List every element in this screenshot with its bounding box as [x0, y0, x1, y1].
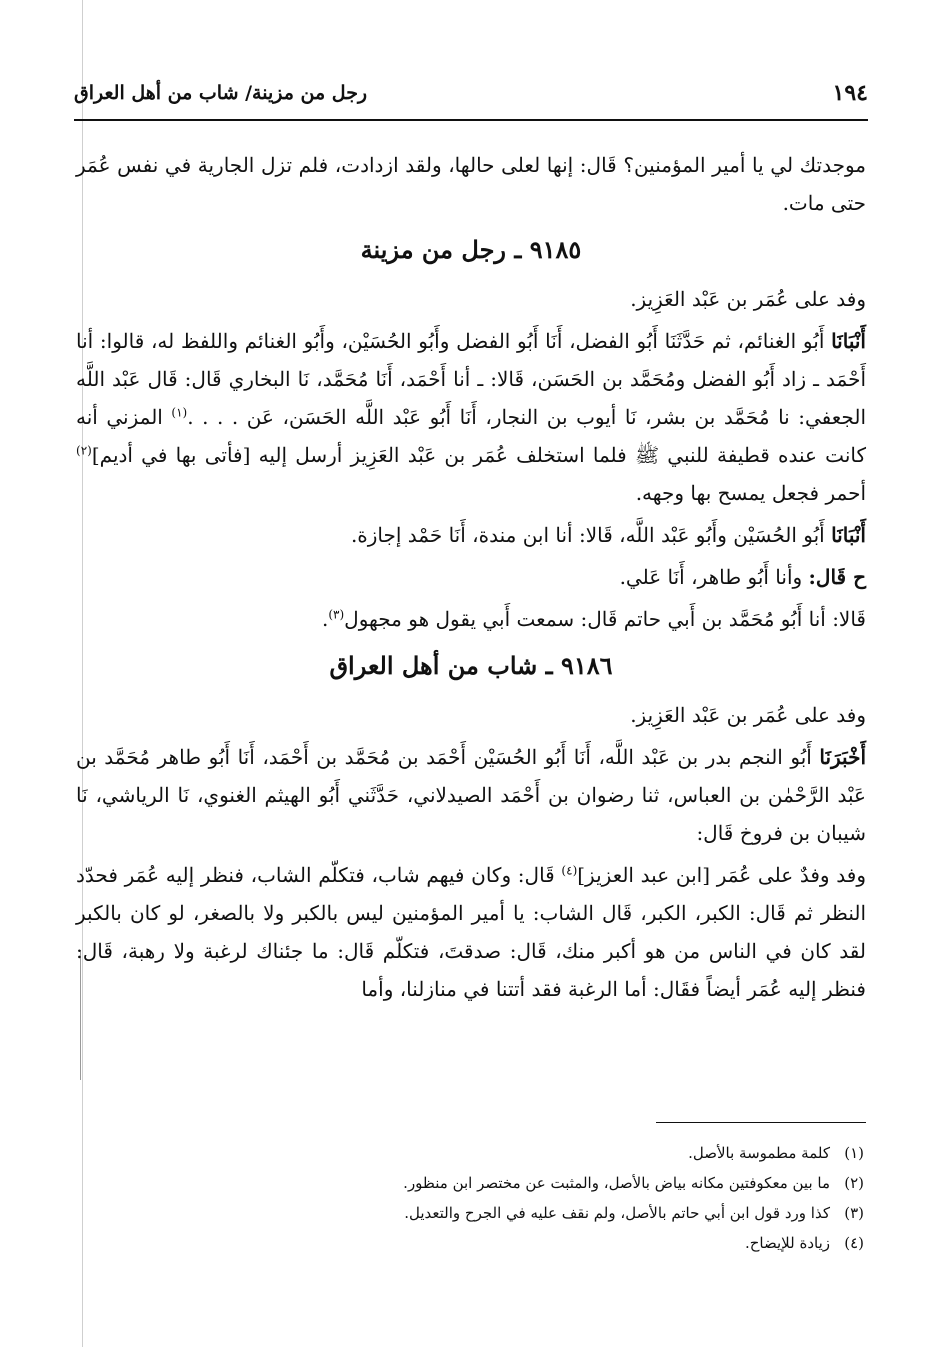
paragraph: وفد على عُمَر بن عَبْد العَزِيز. — [630, 703, 866, 727]
footnote-text: كلمة مطموسة بالأصل. — [688, 1144, 830, 1162]
paragraph — [76, 600, 866, 638]
text-run: وأنا أَبُو طاهر، أَنَا عَلي. — [619, 565, 809, 589]
running-title: رجل من مزينة/ شاب من أهل العراق — [74, 82, 368, 104]
isnad-lead: ح قَال: — [808, 565, 866, 589]
footnote — [120, 1228, 864, 1258]
paragraph-isnad — [76, 558, 866, 596]
footnote-text: ما بين معكوفتين مكانه بياض بالأصل، والمثبت عن مختصر ابن منظور. — [403, 1174, 830, 1192]
isnad-lead: أَخْبَرَنَا — [819, 745, 866, 769]
footnote — [120, 1198, 864, 1228]
footnote-text: زيادة للإيضاح. — [744, 1234, 830, 1252]
footnote — [120, 1138, 864, 1168]
paragraph — [76, 856, 866, 1008]
main-text — [76, 146, 866, 1012]
footnote-text: كذا ورد قول ابن أبي حاتم بالأصل، ولم نقف عليه في الجرح والتعديل. — [404, 1204, 830, 1222]
footnote-number: (٢) — [844, 1174, 864, 1192]
footnote — [120, 1168, 864, 1198]
paragraph-isnad — [76, 738, 866, 852]
section-heading-9185: ٩١٨٥ ـ رجل من مزينة — [360, 235, 582, 264]
text-run: أَبُو الغنائم، ثم حَدَّثَنَا أَبُو الفضل، أَنَا أَبُو الفضل وأَبُو الحُسَيْن، وأَبُو الغنائم واللفظ له، قالوا: أنا أَحْمَد ـ زاد أَبُو الفضل ومُحَمَّد بن الحَسَن، قَالا: ـ أنا أَحْمَد، أَنَا مُحَمَّد، نَا البخاري قَال: قَال عَبْد اللَّه الجعفي: نا مُحَمَّد بن بشر، نَا أيوب بن النجار، أَنَا أَبُو عَبْد اللَّه الحَسَن، عَن . . . . — [76, 329, 867, 429]
text-run: أحمر فجعل يمسح بها وجهه. — [635, 481, 866, 505]
text-run: أَبُو النجم بدر بن عَبْد اللَّه، أَنَا أَبُو الحُسَيْن أَحْمَد بن مُحَمَّد بن أَحْمَد، أَنَا أَبُو طاهر مُحَمَّد بن عَبْد الرَّحْمٰن بن العباس، ثنا رضوان بن أَحْمَد الصيدلاني، حَدَّثَني أَبُو الهيثم الغنوي، نَا الرياشي، نَا شيبان بن فروخ قَال: — [76, 745, 866, 845]
footnote-rule — [656, 1122, 866, 1123]
paragraph-continuation: موجدتك لي يا أمير المؤمنين؟ قَال: إنها لعلى حالها، ولقد ازدادت، فلم تزل الجارية في نفس عُمَر حتى مات. — [76, 153, 866, 215]
paragraph: وفد على عُمَر بن عَبْد العَزِيز. — [630, 287, 866, 311]
text-run: أَبُو الحُسَيْن وأَبُو عَبْد اللَّه، قَالا: أنا ابن مندة، أَنَا حَمْد إجازة. — [350, 523, 832, 547]
footnote-number: (٤) — [844, 1234, 864, 1252]
running-header — [74, 74, 868, 112]
footnote-number: (١) — [844, 1144, 864, 1162]
footnote-ref: (٣) — [328, 607, 345, 622]
footnotes — [120, 1138, 864, 1258]
footnote-ref: (٢) — [76, 443, 92, 458]
section-heading-9186: ٩١٨٦ ـ شاب من أهل العراق — [329, 651, 613, 680]
paragraph-isnad — [76, 322, 866, 512]
isnad-lead: أَنْبَانَا — [831, 523, 866, 547]
footnote-number: (٣) — [844, 1204, 864, 1222]
text-run: المزني أنه كانت عنده قطيفة للنبي ﷺ فلما استخلف عُمَر بن عَبْد العَزِيز أرسل إليه [فأتى بها في أديم] — [76, 405, 866, 467]
text-run: وفد وفدٌ على عُمَر [ابن عبد العزيز] — [577, 863, 866, 887]
paragraph-isnad — [76, 516, 866, 554]
header-rule — [74, 119, 868, 121]
footnote-ref: (١) — [171, 405, 188, 420]
page-number: ١٩٤ — [832, 80, 868, 106]
isnad-lead: أَنْبَانَا — [831, 329, 866, 353]
footnote-ref: (٤) — [561, 863, 578, 878]
text-run: . — [321, 607, 329, 631]
text-run: قَالا: أنا أَبُو مُحَمَّد بن أَبي حاتم قَال: سمعت أَبي يقول هو مجهول — [344, 607, 866, 631]
text-run: قَال: وكان فيهم شاب، فتكلّم الشاب، فنظر إليه عُمَر فحدّد النظر ثم قَال: الكبر، الكبر، قَال الشاب: يا أمير المؤمنين ليس بالكبر ولا بالصغر، لو كان بالكبر لقد كان في الناس من هو أكبر منك، قَال: صدقتَ، فتكلّم قَال: ما جئناك لرغبة ولا رهبة، قَال: فنظر إليه عُمَر أيضاً فقَال: أما الرغبة فقد أتتنا في منازلنا، وأما — [76, 863, 866, 1001]
